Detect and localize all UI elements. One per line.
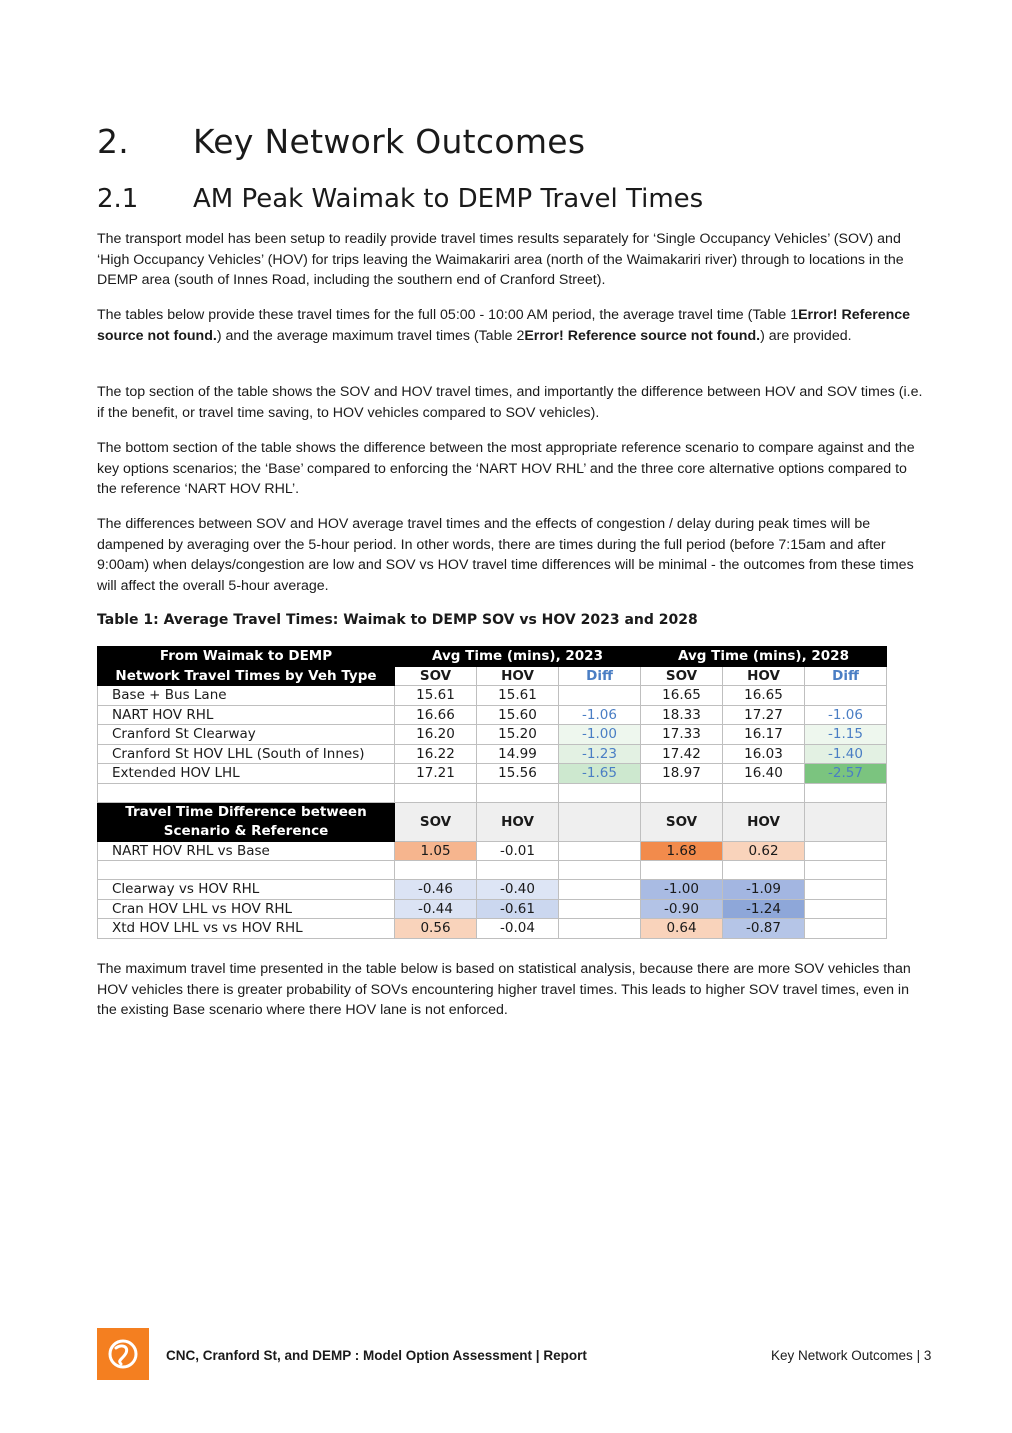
row-label: Cran HOV LHL vs HOV RHL (98, 899, 395, 919)
diff-row (98, 880, 887, 900)
row-label: Cranford St Clearway (98, 725, 395, 745)
group-header-2023: Avg Time (mins), 2023 (395, 647, 641, 667)
col-diff-2028: Diff (805, 666, 887, 686)
table-header-row-1 (98, 647, 887, 667)
diff-col-sov-2023: SOV (395, 802, 477, 841)
cell-hov-2028: -0.87 (723, 919, 805, 939)
cell-hov-2028: 16.65 (723, 686, 805, 706)
row-label: Clearway vs HOV RHL (98, 880, 395, 900)
cell-hov-2023: 15.60 (477, 705, 559, 725)
row-label: Cranford St HOV LHL (South of Innes) (98, 744, 395, 764)
cell-hov-2028: 0.62 (723, 841, 805, 861)
subsection-number: 2.1 (97, 184, 139, 214)
subsection-heading (97, 184, 703, 214)
cell-hov-2028: 16.40 (723, 764, 805, 784)
logo-mark-icon (97, 1328, 149, 1380)
cell-sov-2028: 18.97 (641, 764, 723, 784)
row-label: Extended HOV LHL (98, 764, 395, 784)
col-hov-2028: HOV (723, 666, 805, 686)
cell-hov-2023: -0.40 (477, 880, 559, 900)
cell-sov-2023: 1.05 (395, 841, 477, 861)
cell-hov-2028: 16.03 (723, 744, 805, 764)
cell-sov-2023: -0.44 (395, 899, 477, 919)
table-spacer-row (98, 861, 887, 880)
cell-sov-2028: 17.42 (641, 744, 723, 764)
cell-sov-2023: 16.20 (395, 725, 477, 745)
cell-sov-2023: 17.21 (395, 764, 477, 784)
section-heading (97, 122, 585, 161)
diff-col-hov-2028: HOV (723, 802, 805, 841)
footer-separator: | (916, 1348, 921, 1363)
cell-sov-2028: 0.64 (641, 919, 723, 939)
cell-diff-2028: -1.15 (805, 725, 887, 745)
cell-diff-2023 (559, 686, 641, 706)
diff-row (98, 841, 887, 861)
col-sov-2028: SOV (641, 666, 723, 686)
section-number: 2. (97, 122, 130, 161)
table-spacer-row (98, 783, 887, 802)
cell-hov-2023: -0.01 (477, 841, 559, 861)
cell-sov-2023: 15.61 (395, 686, 477, 706)
cell-sov-2028: 1.68 (641, 841, 723, 861)
footer-document-title: CNC, Cranford St, and DEMP : Model Option Assessment | Report (166, 1348, 587, 1363)
cell-diff-2023: -1.65 (559, 764, 641, 784)
col-sov-2023: SOV (395, 666, 477, 686)
cell-hov-2023: 15.56 (477, 764, 559, 784)
cell-hov-2023: 14.99 (477, 744, 559, 764)
cell-hov-2023: -0.61 (477, 899, 559, 919)
cell-diff-2023: -1.23 (559, 744, 641, 764)
diff-title-line1: Travel Time Difference between (125, 803, 367, 820)
paragraph-2-text-e: ) are provided. (760, 327, 852, 344)
page-number: 3 (923, 1348, 932, 1363)
cell-hov-2023: -0.04 (477, 919, 559, 939)
paragraph-6: The maximum travel time presented in the table below is based on statistical analysis, because there are more SOV vehicles than HOV vehicles there is greater probability of SOVs encountering higher travel times. This leads to higher SOV travel times, even in the existing Base scenario where there HOV lane is not enforced. (97, 961, 911, 1018)
table-row (98, 705, 887, 725)
diff-row (98, 899, 887, 919)
cell-hov-2028: 17.27 (723, 705, 805, 725)
paragraph-2 (97, 305, 929, 346)
subsection-title: AM Peak Waimak to DEMP Travel Times (193, 184, 704, 214)
cell-sov-2023: 16.22 (395, 744, 477, 764)
paragraph-1: The transport model has been setup to readily provide travel times results separately for ‘Single Occupancy Vehicles’ (SOV) and ‘High Occupancy Vehicles’ (HOV) for trips leaving the Waimakariri area (north of the Waimakariri river) through to locations in the DEMP area (south of Innes Road, including the southern end of Cranford Street). (97, 231, 904, 288)
travel-times-table (97, 646, 887, 939)
diff-col-hov-2023: HOV (477, 802, 559, 841)
cell-diff-2023: -1.00 (559, 725, 641, 745)
cell-sov-2028: 16.65 (641, 686, 723, 706)
table-header-row-2 (98, 666, 887, 686)
cell-hov-2028: -1.09 (723, 880, 805, 900)
row-label: Xtd HOV LHL vs vs HOV RHL (98, 919, 395, 939)
table-row (98, 744, 887, 764)
row-label: NART HOV RHL vs Base (98, 841, 395, 861)
table-title-line1: From Waimak to DEMP (98, 647, 395, 667)
cell-hov-2028: 16.17 (723, 725, 805, 745)
diff-header-row (98, 802, 887, 841)
paragraph-4: The bottom section of the table shows the difference between the most appropriate reference scenario to compare against and the key options scenarios; the ‘Base’ compared to enforcing the ‘NART HOV RHL’ and the three core alternative options compared to the reference ‘NART HOV RHL’. (97, 440, 915, 497)
cell-diff-2028: -2.57 (805, 764, 887, 784)
table-row (98, 764, 887, 784)
footer-section: Key Network Outcomes (771, 1348, 913, 1363)
col-diff-2023: Diff (559, 666, 641, 686)
cell-sov-2028: -0.90 (641, 899, 723, 919)
paragraph-5: The differences between SOV and HOV average travel times and the effects of congestion / delay during peak times will be dampened by averaging over the 5-hour period. In other words, there are times during the full period (before 7:15am and after 9:00am) when delays/congestion are low and SOV vs HOV travel time differences will be minimal - the outcomes from these times will affect the overall 5-hour average. (97, 516, 914, 594)
section-title: Key Network Outcomes (193, 122, 586, 161)
table-row (98, 686, 887, 706)
reference-error-2: Error! Reference source not found. (524, 327, 761, 344)
row-label: NART HOV RHL (98, 705, 395, 725)
cell-diff-2028 (805, 686, 887, 706)
company-logo (97, 1328, 149, 1380)
col-hov-2023: HOV (477, 666, 559, 686)
cell-hov-2023: 15.20 (477, 725, 559, 745)
paragraph-2-text-c: ) and the average maximum travel times (Table 2 (216, 327, 525, 344)
cell-sov-2028: -1.00 (641, 880, 723, 900)
cell-sov-2023: -0.46 (395, 880, 477, 900)
paragraph-2-text-a: The tables below provide these travel times for the full 05:00 - 10:00 AM period, the average travel time (Table 1 (97, 307, 799, 323)
diff-title-line2: Scenario & Reference (163, 822, 329, 839)
cell-sov-2028: 18.33 (641, 705, 723, 725)
group-header-2028: Avg Time (mins), 2028 (641, 647, 887, 667)
cell-diff-2028: -1.40 (805, 744, 887, 764)
cell-diff-2028: -1.06 (805, 705, 887, 725)
reference-error-1: Error! Reference source not found. (97, 307, 911, 344)
table-row (98, 725, 887, 745)
footer-page-info (771, 1348, 931, 1363)
row-label: Base + Bus Lane (98, 686, 395, 706)
diff-row (98, 919, 887, 939)
diff-table-title (98, 802, 395, 841)
cell-sov-2023: 0.56 (395, 919, 477, 939)
cell-sov-2028: 17.33 (641, 725, 723, 745)
cell-hov-2028: -1.24 (723, 899, 805, 919)
cell-sov-2023: 16.66 (395, 705, 477, 725)
paragraph-3: The top section of the table shows the SOV and HOV travel times, and importantly the difference between HOV and SOV times (i.e. if the benefit, or travel time saving, to HOV vehicles compared to SOV vehicles). (97, 384, 923, 421)
diff-col-sov-2028: SOV (641, 802, 723, 841)
cell-diff-2023: -1.06 (559, 705, 641, 725)
table-title-line2: Network Travel Times by Veh Type (98, 666, 395, 686)
table-caption: Table 1: Average Travel Times: Waimak to DEMP SOV vs HOV 2023 and 2028 (97, 612, 698, 628)
cell-hov-2023: 15.61 (477, 686, 559, 706)
